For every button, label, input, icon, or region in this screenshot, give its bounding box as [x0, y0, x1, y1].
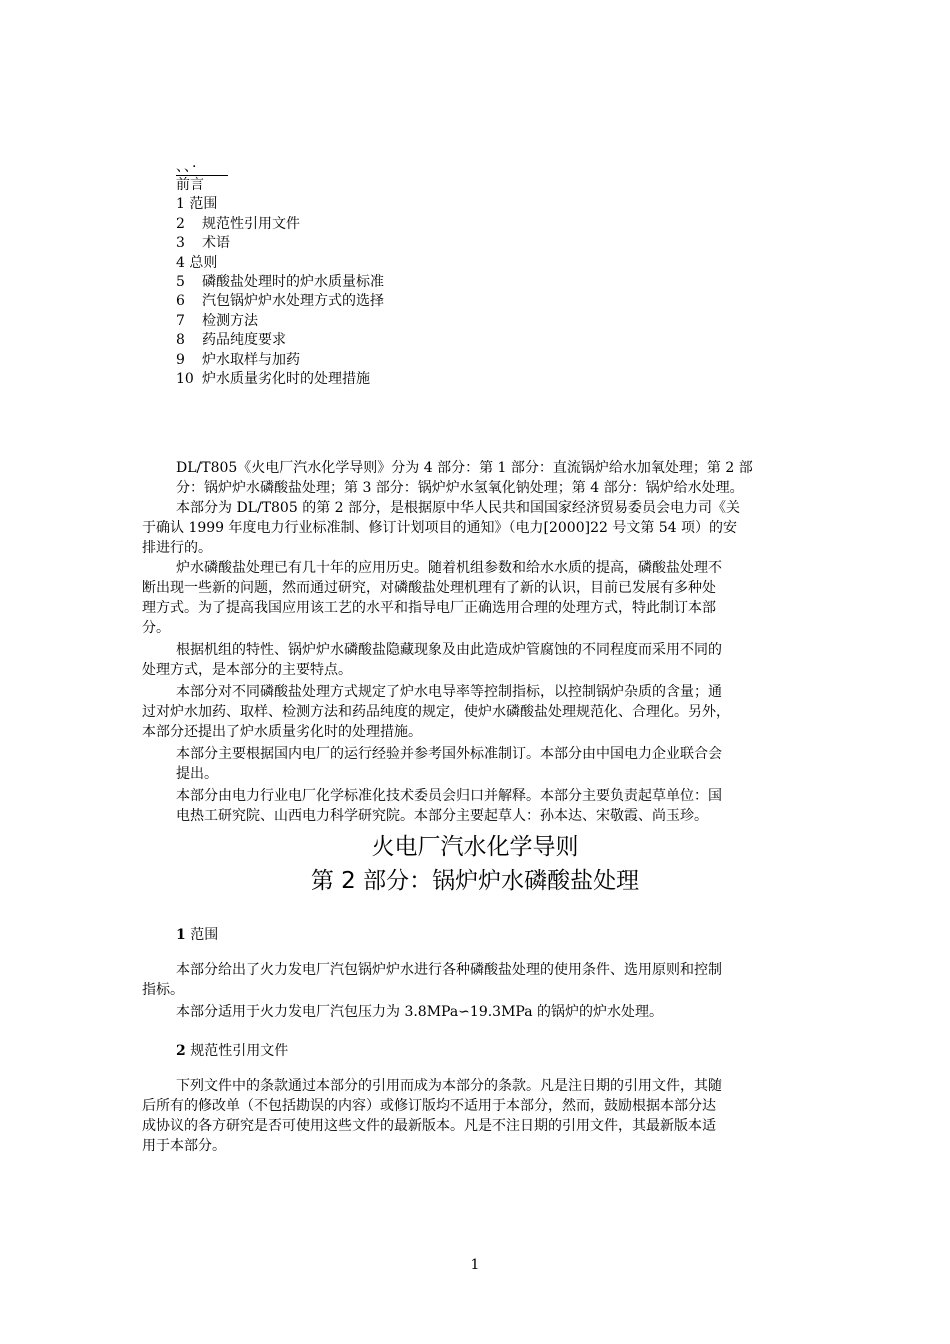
text-line: 过对炉水加药、取样、检测方法和药品纯度的规定，使炉水磷酸盐处理规范化、合理化。另外， [142, 704, 730, 720]
section-2-number: 2 [176, 1043, 186, 1059]
section-2-paragraph-1 [142, 1076, 722, 1156]
toc-item-number: 6 [176, 293, 185, 310]
toc-item-label: 药品纯度要求 [202, 332, 286, 349]
foreword-paragraph-7 [176, 786, 722, 826]
toc-item [176, 215, 384, 234]
toc-item-label: 炉水质量劣化时的处理措施 [202, 370, 370, 387]
section-2-heading [176, 1040, 288, 1060]
toc-item-label: 磷酸盐处理时的炉水质量标准 [202, 273, 384, 290]
text-line: 本部分适用于火力发电厂汽包压力为 3.8MPa∽19.3MPa 的锅炉的炉水处理。 [176, 1004, 664, 1020]
text-line: 本部分为 DL/T805 的第 2 部分，是根据原中华人民共和国国家经济贸易委员会电力司《关 [176, 500, 741, 516]
text-line: 理方式。为了提高我国应用该工艺的水平和指导电厂正确选用合理的处理方式，特此制订本部 [142, 600, 716, 616]
toc-item-number: 8 [176, 332, 185, 349]
text-line: 本部分还提出了炉水质量劣化时的处理措施。 [142, 724, 422, 740]
section-1-paragraph-1 [142, 960, 722, 1000]
text-line: 分。 [142, 620, 170, 636]
toc-item [176, 176, 384, 195]
foreword-paragraph-4 [142, 640, 722, 680]
text-line: 根据机组的特性、锅炉炉水磷酸盐隐藏现象及由此造成炉管腐蚀的不同程度而采用不同的 [176, 642, 722, 658]
document-subtitle: 第 2 部分：锅炉炉水磷酸盐处理 [310, 868, 640, 894]
section-2-title: 规范性引用文件 [185, 1043, 289, 1059]
toc-item [176, 331, 384, 350]
text-line: 本部分对不同磷酸盐处理方式规定了炉水电导率等控制指标，以控制锅炉杂质的含量；通 [176, 684, 722, 700]
toc-item-label: 1 范围 [176, 196, 218, 213]
toc-item [176, 292, 384, 311]
toc-item-number: 3 [176, 235, 185, 252]
text-line: 处理方式，是本部分的主要特点。 [142, 662, 352, 678]
toc-item-label: 汽包锅炉炉水处理方式的选择 [202, 293, 384, 310]
text-line: 成协议的各方研究是否可使用这些文件的最新版本。凡是不注日期的引用文件，其最新版本适 [142, 1118, 716, 1134]
table-of-contents [176, 176, 384, 389]
toc-item [176, 234, 384, 253]
text-line: 断出现一些新的问题，然而通过研究，对磷酸盐处理机理有了新的认识，目前已发展有多种处 [142, 580, 716, 596]
section-1-title: 范围 [185, 927, 219, 943]
text-line: 炉水磷酸盐处理已有几十年的应用历史。随着机组参数和给水水质的提高，磷酸盐处理不 [176, 560, 722, 576]
foreword-paragraph-2 [142, 498, 740, 558]
toc-item-label: 规范性引用文件 [202, 215, 300, 232]
text-line: 后所有的修改单（不包括勘误的内容）或修订版均不适用于本部分，然而，鼓励根据本部分达 [142, 1098, 716, 1114]
text-line: DL/T805《火电厂汽水化学导则》分为 4 部分：第 1 部分：直流锅炉给水加氧处理；第 2 部 [176, 460, 753, 476]
text-line: 排进行的。 [142, 540, 212, 556]
document-title: 火电厂汽水化学导则 [371, 834, 579, 860]
toc-item-label: 术语 [202, 235, 230, 252]
toc-item [176, 195, 384, 214]
text-line: 本部分给出了火力发电厂汽包锅炉炉水进行各种磷酸盐处理的使用条件、选用原则和控制 [176, 962, 722, 978]
page-number: 1 [470, 1257, 480, 1273]
foreword-paragraph-1 [176, 458, 753, 498]
text-line: 用于本部分。 [142, 1138, 226, 1154]
toc-item-number: 5 [176, 273, 185, 290]
toc-item-label: 检测方法 [202, 312, 258, 329]
text-line: 指标。 [142, 982, 184, 998]
section-1-heading [176, 924, 218, 944]
toc-item [176, 273, 384, 292]
toc-item-number: 9 [176, 351, 185, 368]
text-line: 分：锅炉炉水磷酸盐处理；第 3 部分：锅炉炉水氢氧化钠处理；第 4 部分：锅炉给水处理。 [176, 480, 744, 496]
toc-item [176, 351, 384, 370]
toc-item-number: 10 [176, 370, 194, 387]
toc-item [176, 254, 384, 273]
toc-item-number: 7 [176, 312, 185, 329]
garbled-header-text: 、、· [176, 159, 198, 175]
text-line: 本部分由电力行业电厂化学标准化技术委员会归口并解释。本部分主要负责起草单位：国 [176, 788, 722, 804]
toc-item-label: 4 总则 [176, 254, 218, 271]
toc-item [176, 312, 384, 331]
foreword-paragraph-6 [176, 744, 722, 784]
toc-item-label: 炉水取样与加药 [202, 351, 300, 368]
text-line: 于确认 1999 年度电力行业标准制、修订计划项目的通知》（电力[2000]22 号文第 54 项）的安 [142, 520, 738, 536]
section-1-paragraph-2 [176, 1002, 663, 1022]
text-line: 本部分主要根据国内电厂的运行经验并参考国外标准制订。本部分由中国电力企业联合会 [176, 746, 722, 762]
toc-item-label: 前言 [176, 177, 204, 193]
section-1-number: 1 [176, 927, 186, 943]
text-line: 下列文件中的条款通过本部分的引用而成为本部分的条款。凡是注日期的引用文件，其随 [176, 1078, 722, 1094]
toc-item-number: 2 [176, 215, 185, 232]
text-line: 电热工研究院、山西电力科学研究院。本部分主要起草人：孙本达、宋敬霞、尚玉珍。 [176, 808, 708, 824]
text-line: 提出。 [176, 766, 218, 782]
foreword-paragraph-3 [142, 558, 722, 638]
toc-item [176, 370, 384, 389]
foreword-paragraph-5 [142, 682, 730, 742]
